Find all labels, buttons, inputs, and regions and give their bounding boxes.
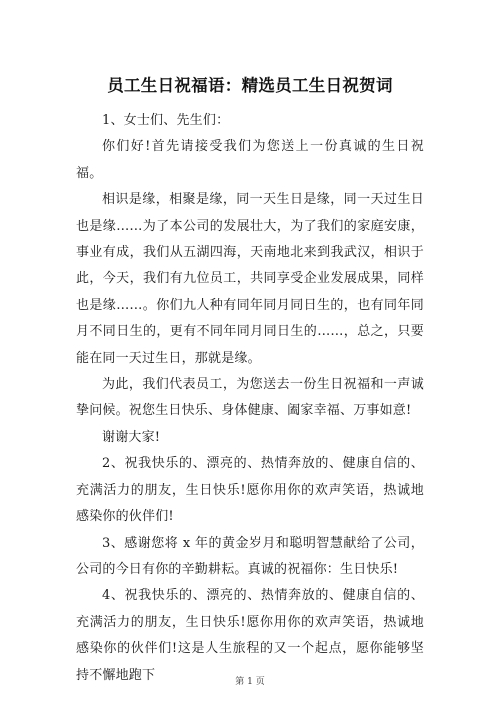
paragraph: 2、祝我快乐的、漂亮的、热情奔放的、健康自信的、充满活力的朋友，生日快乐!愿你用你的欢声笑语，热诚地感染你的伙伴们! (76, 456, 424, 525)
paragraph: 谢谢大家! (102, 429, 161, 445)
paragraph: 你们好!首先请接受我们为您送上一份真诚的生日祝福。 (76, 139, 424, 181)
page-number: 第 1 页 (235, 677, 265, 687)
paragraph: 1、女士们、先生们： (102, 113, 230, 128)
paragraph: 相识是缘，相聚是缘，同一天生日是缘，同一天过生日也是缘……为了本公司的发展壮大，为了我们的家庭安康，事业有成，我们从五湖四海，天南地北来到我武汉，相识于此，今天，我们有九位员工，共同享受企业发展成果，同样也是缘……。你们九人种有同年同月同日生的，也有同年同月不同日生的，更有不同年同月同日生的……，总之，只要能在同一天过生日，那就是缘。 (76, 192, 424, 366)
paragraph: 4、祝我快乐的、漂亮的、热情奔放的、健康自信的、充满活力的朋友，生日快乐!愿你用你的欢声笑语，热诚地感染你的伙伴们!这是人生旅程的又一个起点，愿你能够坚持不懈地跑下 (76, 588, 424, 683)
document-body (76, 108, 424, 689)
paragraph: 为此，我们代表员工，为您送去一份生日祝福和一声诚挚问候。祝您生日快乐、身体健康、阖家幸福、万事如意! (76, 377, 424, 419)
paragraph: 3、感谢您将 x 年的黄金岁月和聪明智慧献给了公司，公司的今日有你的辛勤耕耘。真诚的祝福你：生日快乐! (76, 535, 424, 577)
document-title: 员工生日祝福语：精选员工生日祝贺词 (107, 76, 393, 95)
